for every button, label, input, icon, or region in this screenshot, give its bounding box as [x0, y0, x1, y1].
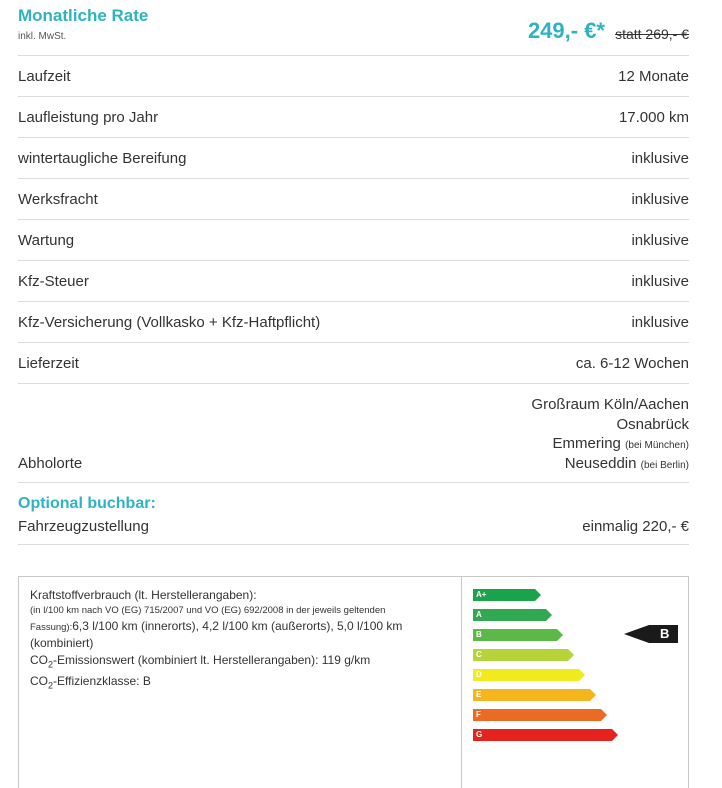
consumption-box	[18, 576, 689, 788]
pickup-location-note: (bei Berlin)	[640, 459, 689, 471]
efficiency-bar-label: B	[476, 630, 482, 639]
efficiency-bar-label: A+	[476, 590, 487, 599]
delivery-price: einmalig 220,- €	[582, 518, 689, 535]
pickup-location-note: (bei München)	[625, 440, 689, 451]
efficiency-bar-label: A	[476, 610, 482, 619]
detail-value: 12 Monate	[618, 68, 689, 85]
detail-row	[18, 220, 689, 261]
detail-label: Kfz-Steuer	[18, 273, 89, 290]
co2-efficiency-class: $CO_2$-Effizienzklasse: B	[30, 674, 151, 691]
detail-row	[18, 138, 689, 179]
combined-note: (kombiniert)	[30, 636, 94, 650]
detail-row	[18, 261, 689, 302]
regulation-note: (in l/100 km nach VO (EG) 715/2007 und VO (EG) 692/2008 in der jeweils geltenden	[30, 605, 386, 616]
vat-note: inkl. MwSt.	[18, 31, 67, 42]
efficiency-marker-label: B	[660, 626, 670, 641]
pickup-location: Neuseddin (bei Berlin)	[564, 454, 689, 472]
detail-row	[18, 343, 689, 384]
efficiency-bar-label: E	[476, 690, 482, 699]
detail-value: inklusive	[631, 191, 689, 208]
pickup-location: Großraum Köln/Aachen	[531, 396, 689, 413]
efficiency-bar-label: C	[476, 650, 482, 659]
pickup-locations-row	[18, 384, 689, 483]
details-table	[18, 56, 689, 384]
efficiency-bar-label: G	[476, 730, 483, 739]
consumption-values	[30, 619, 450, 636]
optional-title: Optional buchbar:	[18, 495, 156, 512]
detail-label: Laufleistung pro Jahr	[18, 109, 159, 126]
pickup-locations-label: Abholorte	[18, 455, 83, 472]
monthly-price: 249,- €*	[527, 18, 605, 43]
regulation-note-end: Fassung):	[30, 622, 73, 633]
detail-label: Lieferzeit	[18, 355, 79, 372]
detail-value: inklusive	[631, 150, 689, 167]
detail-value: inklusive	[631, 273, 689, 290]
leasing-details	[18, 0, 689, 545]
box-divider	[461, 577, 462, 788]
detail-label: Wartung	[18, 232, 75, 249]
detail-value: 17.000 km	[618, 109, 689, 126]
detail-value: inklusive	[631, 314, 689, 331]
detail-label: wintertaugliche Bereifung	[18, 150, 187, 167]
delivery-label: Fahrzeugzustellung	[18, 518, 149, 535]
monthly-rate-title: Monatliche Rate	[18, 6, 149, 25]
detail-label: Laufzeit	[18, 68, 71, 85]
pickup-location: Osnabrück	[616, 415, 689, 433]
detail-row	[18, 302, 689, 343]
consumption-text	[30, 588, 450, 694]
efficiency-bar-label: D	[476, 670, 482, 679]
optional-section	[18, 483, 689, 545]
detail-label: Werksfracht	[18, 191, 98, 208]
monthly-rate-header	[18, 0, 689, 56]
detail-row	[18, 56, 689, 97]
pickup-location: Emmering (bei München)	[552, 435, 689, 452]
detail-value: ca. 6-12 Wochen	[575, 355, 689, 372]
fuel-consumption-heading: Kraftstoffverbrauch (lt. Herstellerangaben):	[30, 588, 257, 602]
co2-emission: $CO_2$-Emissionswert (kombiniert lt. Herstellerangaben): 119 g/km	[30, 653, 371, 670]
old-price: statt 269,- €	[615, 26, 689, 42]
detail-value: inklusive	[631, 232, 689, 249]
detail-label: Kfz-Versicherung (Vollkasko + Kfz-Haftpflicht)	[18, 314, 321, 331]
consumption-figures: 6,3 l/100 km (innerorts), 4,2 l/100 km (außerorts), 5,0 l/100 km	[72, 619, 403, 633]
pickup-locations-list	[531, 395, 689, 473]
detail-row	[18, 97, 689, 138]
detail-row	[18, 179, 689, 220]
efficiency-bar-label: F	[476, 710, 481, 719]
